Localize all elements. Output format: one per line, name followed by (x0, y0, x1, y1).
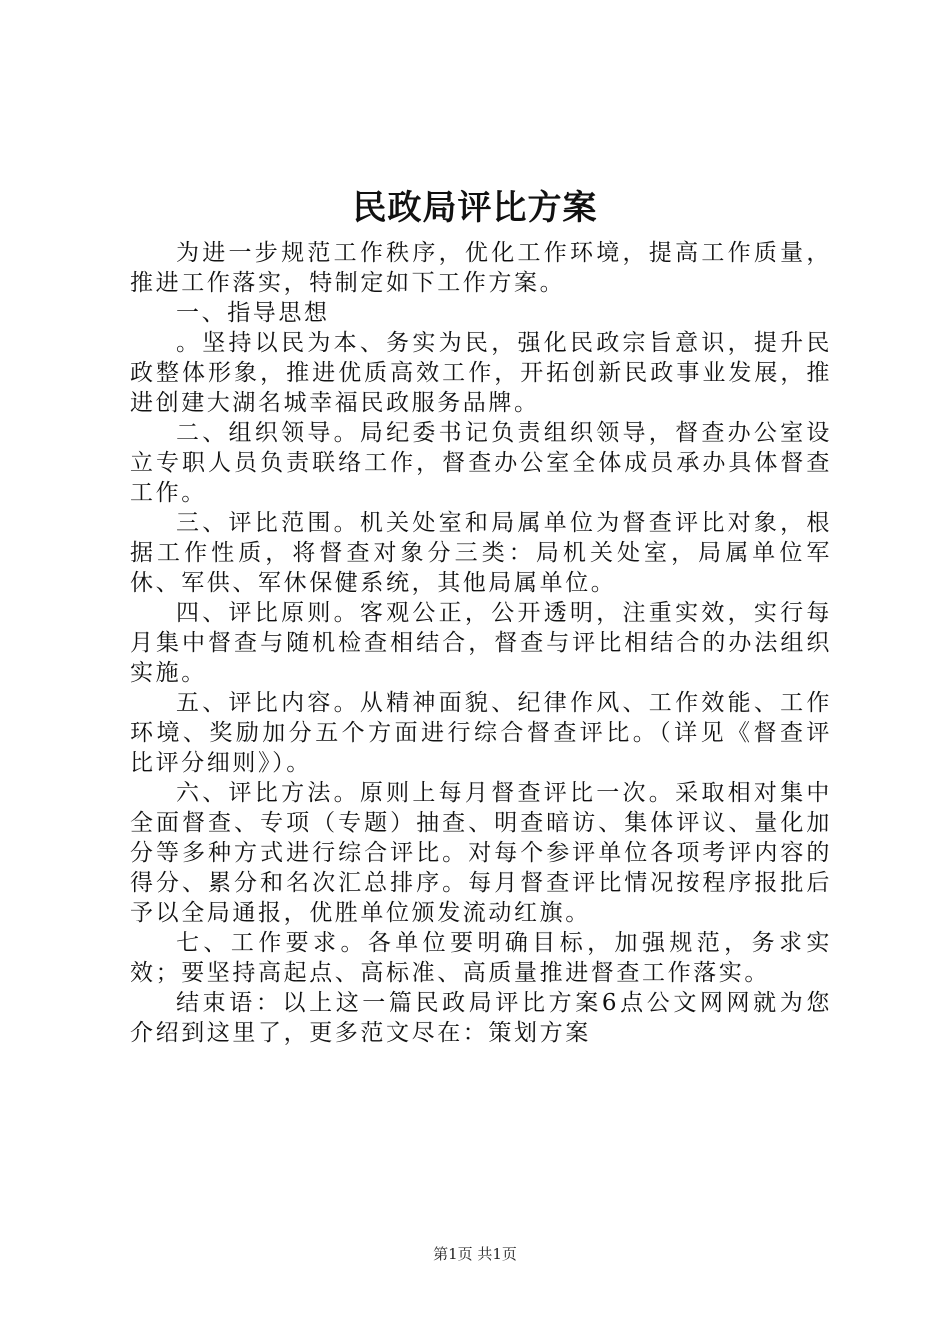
paragraph-closing: 结束语：以上这一篇民政局评比方案6点公文网网就为您介绍到这里了，更多范文尽在：策划方案 (130, 990, 832, 1046)
document-title: 民政局评比方案 (352, 188, 598, 228)
paragraph-section-3: 三、评比范围。机关处室和局属单位为督查评比对象，根据工作性质，将督查对象分三类：局机关处室，局属单位军休、军供、军休保健系统，其他局属单位。 (130, 510, 832, 596)
paragraph-section-2: 二、组织领导。局纪委书记负责组织领导，督查办公室设立专职人员负责联络工作，督查办公室全体成员承办具体督查工作。 (130, 420, 832, 506)
paragraph-intro: 为进一步规范工作秩序，优化工作环境，提高工作质量，推进工作落实，特制定如下工作方案。 (130, 240, 832, 296)
paragraph-section-4: 四、评比原则。客观公正，公开透明，注重实效，实行每月集中督查与随机检查相结合，督查与评比相结合的办法组织实施。 (130, 600, 832, 686)
document-body (130, 238, 832, 1048)
paragraph-section-5: 五、评比内容。从精神面貌、纪律作风、工作效能、工作环境、奖励加分五个方面进行综合督查评比。（详见《督查评比评分细则》）。 (130, 690, 832, 776)
paragraph-section-7: 七、工作要求。各单位要明确目标，加强规范，务求实效；要坚持高起点、高标准、高质量推进督查工作落实。 (130, 930, 832, 986)
page-number-footer: 第1页 共1页 (433, 1245, 517, 1263)
paragraph-section-6: 六、评比方法。原则上每月督查评比一次。采取相对集中全面督查、专项（专题）抽查、明查暗访、集体评议、量化加分等多种方式进行综合评比。对每个参评单位各项考评内容的得分、累分和名次汇总排序。每月督查评比情况按程序报批后予以全局通报，优胜单位颁发流动红旗。 (130, 780, 832, 926)
paragraph-section-1-heading: 一、指导思想 (176, 300, 330, 326)
paragraph-section-1-body: 。坚持以民为本、务实为民，强化民政宗旨意识，提升民政整体形象，推进优质高效工作，开拓创新民政事业发展，推进创建大湖名城幸福民政服务品牌。 (130, 330, 832, 416)
